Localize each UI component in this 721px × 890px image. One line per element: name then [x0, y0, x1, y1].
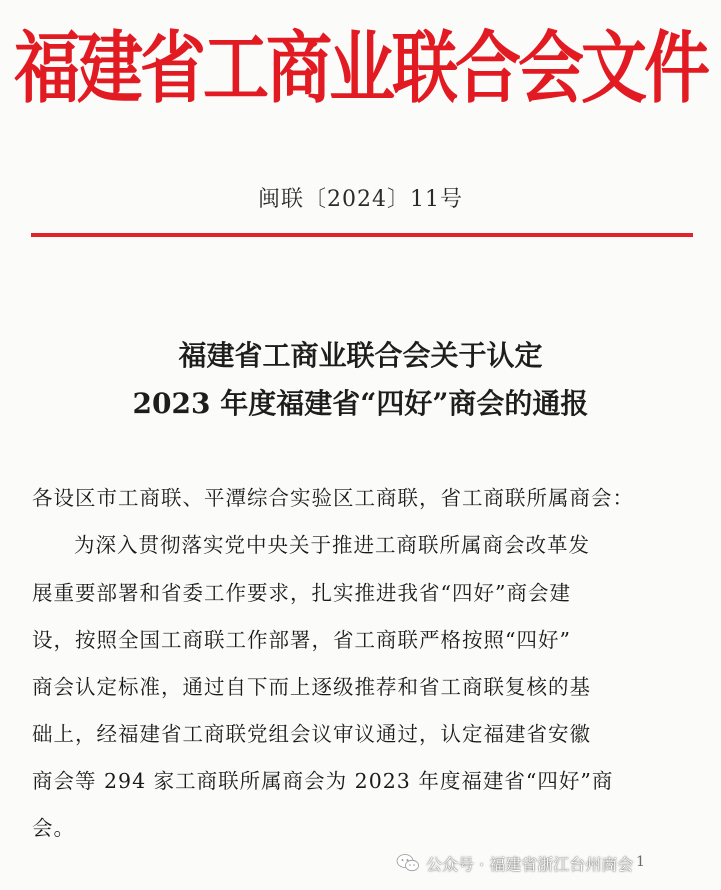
body-paragraph-line: 设，按照全国工商联工作部署，省工商联严格按照“四好” [32, 628, 571, 652]
watermark-text: 公众号 · 福建省浙江台州商会 [426, 854, 634, 874]
body-paragraph-line: 展重要部署和省委工作要求，扎实推进我省“四好”商会建 [32, 581, 571, 605]
red-divider [31, 233, 693, 237]
body-paragraph-line: 商会等 294 家工商联所属商会为 2023 年度福建省“四好”商 [32, 769, 614, 793]
body-paragraph-line: 为深入贯彻落实党中央关于推进工商联所属商会改革发 [74, 533, 590, 557]
body-paragraph-line: 商会认定标准，通过自下而上逐级推荐和省工商联复核的基 [32, 675, 591, 699]
body-paragraph-line: 会。 [32, 816, 75, 840]
document-title-line-1: 福建省工商业联合会关于认定 [178, 339, 543, 372]
wechat-watermark [396, 851, 633, 875]
document-number: 闽联〔2024〕11号 [258, 187, 463, 212]
wechat-icon [396, 853, 420, 873]
addressee-line: 各设区市工商联、平潭综合实验区工商联，省工商联所属商会： [32, 486, 634, 510]
masthead-title: 福建省工商业联合会文件 [14, 21, 707, 115]
body-paragraph-line: 础上，经福建省工商联党组会议审议通过，认定福建省安徽 [32, 722, 591, 746]
page-number: 1 [636, 854, 645, 870]
document-title-line-2: 2023 年度福建省“四好”商会的通报 [132, 387, 589, 420]
